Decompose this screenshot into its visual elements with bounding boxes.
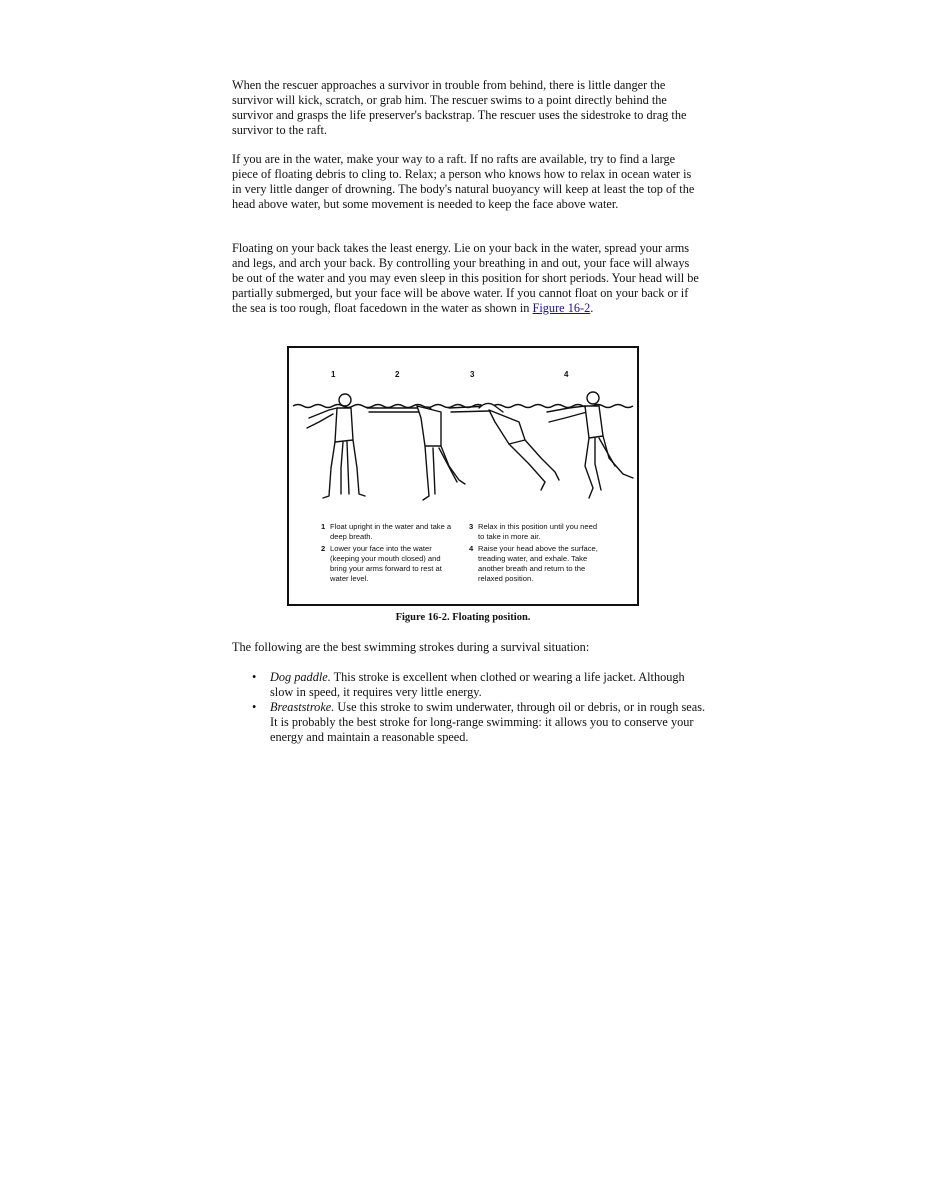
swimmer-2-face-down — [367, 406, 465, 500]
swimmer-1-upright — [307, 394, 365, 498]
strokes-list — [250, 670, 710, 745]
caption-text: Lower your face into the water (keeping your mouth closed) and bring your arms forward to rest at water level. — [330, 544, 442, 583]
step-number-4: 4 — [564, 370, 569, 379]
paragraph-rescuer: When the rescuer approaches a survivor in trouble from behind, there is little danger the survivor will kick, scratch, or grab him. The rescuer swims to a point directly behind the survivor and grasps the life preserver's backstrap. The rescuer uses the sidestroke to drag the survivor to the raft. — [232, 78, 687, 137]
swimmer-3-relaxed — [449, 403, 559, 490]
list-item — [250, 670, 710, 700]
figure-16-2-link[interactable]: Figure 16-2 — [532, 300, 591, 315]
caption-column-right — [469, 522, 605, 586]
figure-floating-position — [287, 346, 639, 606]
bullet-icon: • — [252, 699, 257, 714]
caption-step-3 — [469, 522, 605, 542]
figure-title: Figure 16-2. Floating position. — [395, 612, 531, 623]
caption-text: Float upright in the water and take a deep breath. — [330, 522, 452, 541]
bullet-icon: • — [252, 670, 257, 684]
list-item — [250, 700, 710, 745]
step-number-1: 1 — [331, 370, 336, 379]
caption-step-4 — [469, 544, 605, 584]
caption-column-left — [321, 522, 453, 586]
paragraph-floating-end: . — [590, 300, 594, 315]
swimmer-4-raise-head — [547, 392, 633, 498]
caption-number: 4 — [469, 544, 474, 553]
step-number-2: 2 — [395, 370, 400, 379]
strokes-intro: The following are the best swimming strokes during a survival situation: — [232, 640, 590, 654]
caption-step-1 — [321, 522, 453, 542]
paragraph-water-survival: If you are in the water, make your way to a raft. If no rafts are available, try to find a large piece of floating debris to cling to. Relax; a person who knows how to relax in ocean water is in very little danger of drowning. The body's natural buoyancy will keep at least the top of the head above water, but some movement is needed to keep the face above water. — [232, 152, 695, 211]
caption-number: 1 — [321, 522, 326, 531]
stroke-term: Breaststroke. — [270, 699, 335, 714]
stroke-description: This stroke is excellent when clothed or wearing a life jacket. Although slow in speed, it requires very little energy. — [270, 670, 685, 699]
caption-number: 3 — [469, 522, 474, 531]
caption-text: Relax in this position until you need to take in more air. — [478, 522, 598, 541]
paragraph-floating-text: Floating on your back takes the least energy. Lie on your back in the water, spread your arms and legs, and arch your back. By controlling your breathing in and out, your face will always be out of the water and you may even sleep in this position for short periods. Your head will be partially submerged, but your face will be above water. If you cannot float on your back or if the sea is too rough, float facedown in the water as shown in — [232, 241, 699, 315]
stroke-description: Use this stroke to swim underwater, through oil or debris, or in rough seas. It is probably the best stroke for long-range swimming: it allows you to conserve your energy and maintain a reasonable speed. — [270, 699, 706, 744]
caption-number: 2 — [321, 544, 326, 553]
stroke-term: Dog paddle. — [270, 670, 331, 684]
caption-step-2 — [321, 544, 453, 584]
caption-text: Raise your head above the surface, treading water, and exhale. Take another breath and return to the relaxed position. — [478, 544, 598, 583]
step-number-3: 3 — [470, 370, 475, 379]
paragraph-floating — [232, 241, 700, 316]
